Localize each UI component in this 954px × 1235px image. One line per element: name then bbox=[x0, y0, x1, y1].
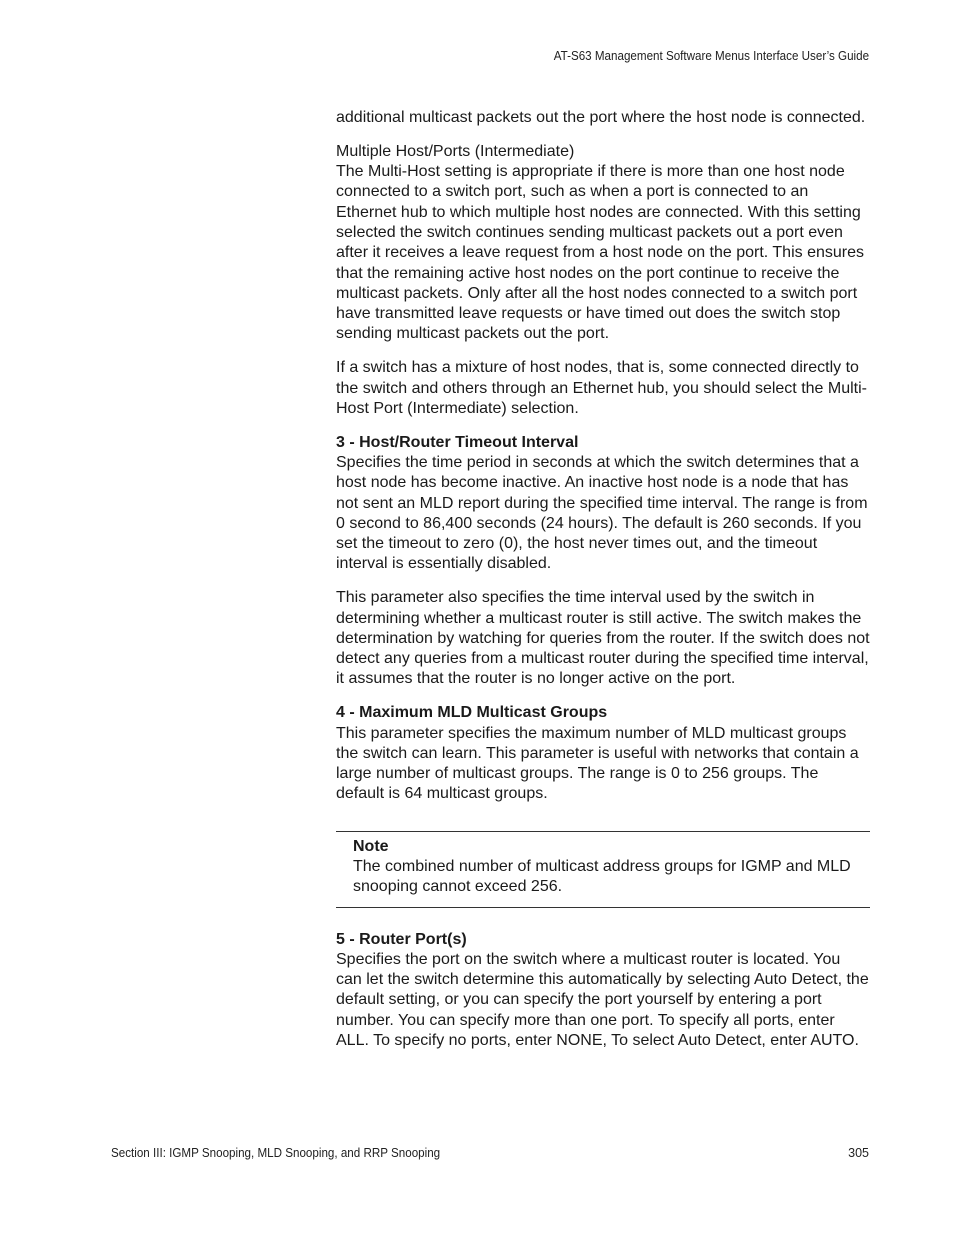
multi-host-text: The Multi-Host setting is appropriate if there is more than one host node connected to a switch port, such as when a port is connected to an Ethernet hub to which multiple host nodes are connected. With this setting selected the switch continues sending multicast packets out a port even after it receives a leave request from a host node on the port. This ensures that the remaining active host nodes on the port continue to receive the multicast packets. Only after all the host nodes connected to a switch port have transmitted leave requests or have timed out does the switch stop sending multicast packets out the port. bbox=[336, 163, 864, 343]
timeout-section bbox=[336, 433, 870, 575]
note-box bbox=[336, 831, 870, 908]
timeout-heading: 3 - Host/Router Timeout Interval bbox=[336, 433, 579, 451]
max-groups-text: This parameter specifies the maximum number of MLD multicast groups the switch can learn. This parameter is useful with networks that contain a large number of multicast groups. The range is 0 to 256 groups. The default is 64 multicast groups. bbox=[336, 724, 859, 803]
paragraph-continuation: additional multicast packets out the port where the host node is connected. bbox=[336, 109, 866, 126]
router-ports-text: Specifies the port on the switch where a multicast router is located. You can let the switch determine this automatically by selecting Auto Detect, the default setting, or you can specify the port yourself by entering a port number. You can specify more than one port. To specify all ports, enter ALL. To specify no ports, enter NONE, To select Auto Detect, enter AUTO. bbox=[336, 950, 869, 1050]
page-number: 305 bbox=[848, 1146, 869, 1160]
max-groups-heading: 4 - Maximum MLD Multicast Groups bbox=[336, 704, 608, 722]
max-groups-section bbox=[336, 703, 870, 804]
note-title: Note bbox=[353, 837, 389, 855]
timeout-text-2: This parameter also specifies the time interval used by the switch in determining whether a multicast router is still active. The switch makes the determination by watching for queries from the router. If the switch does not detect any queries from a multicast router during the specified time interval, it assumes that the router is no longer active on the port. bbox=[336, 589, 870, 688]
multi-host-section bbox=[336, 142, 870, 345]
router-ports-heading: 5 - Router Port(s) bbox=[336, 930, 467, 948]
page-content bbox=[336, 108, 870, 1065]
router-ports-section bbox=[336, 930, 870, 1052]
note-text: The combined number of multicast address groups for IGMP and MLD snooping cannot exceed 256. bbox=[353, 858, 851, 896]
paragraph-mixture: If a switch has a mixture of host nodes, that is, some connected directly to the switch and others through an Ethernet hub, you should select the Multi-Host Port (Intermediate) selection. bbox=[336, 359, 867, 417]
multi-host-label: Multiple Host/Ports (Intermediate) bbox=[336, 142, 575, 160]
running-header: AT-S63 Management Software Menus Interface User’s Guide bbox=[553, 49, 869, 63]
footer-section-title: Section III: IGMP Snooping, MLD Snooping, and RRP Snooping bbox=[111, 1146, 441, 1160]
timeout-text: Specifies the time period in seconds at which the switch determines that a host node has become inactive. An inactive host node is a node that has not sent an MLD report during the specified time interval. The range is from 0 second to 86,400 seconds (24 hours). The default is 260 seconds. If you set the timeout to zero (0), the host never times out, and the timeout interval is essentially disabled. bbox=[336, 453, 868, 573]
